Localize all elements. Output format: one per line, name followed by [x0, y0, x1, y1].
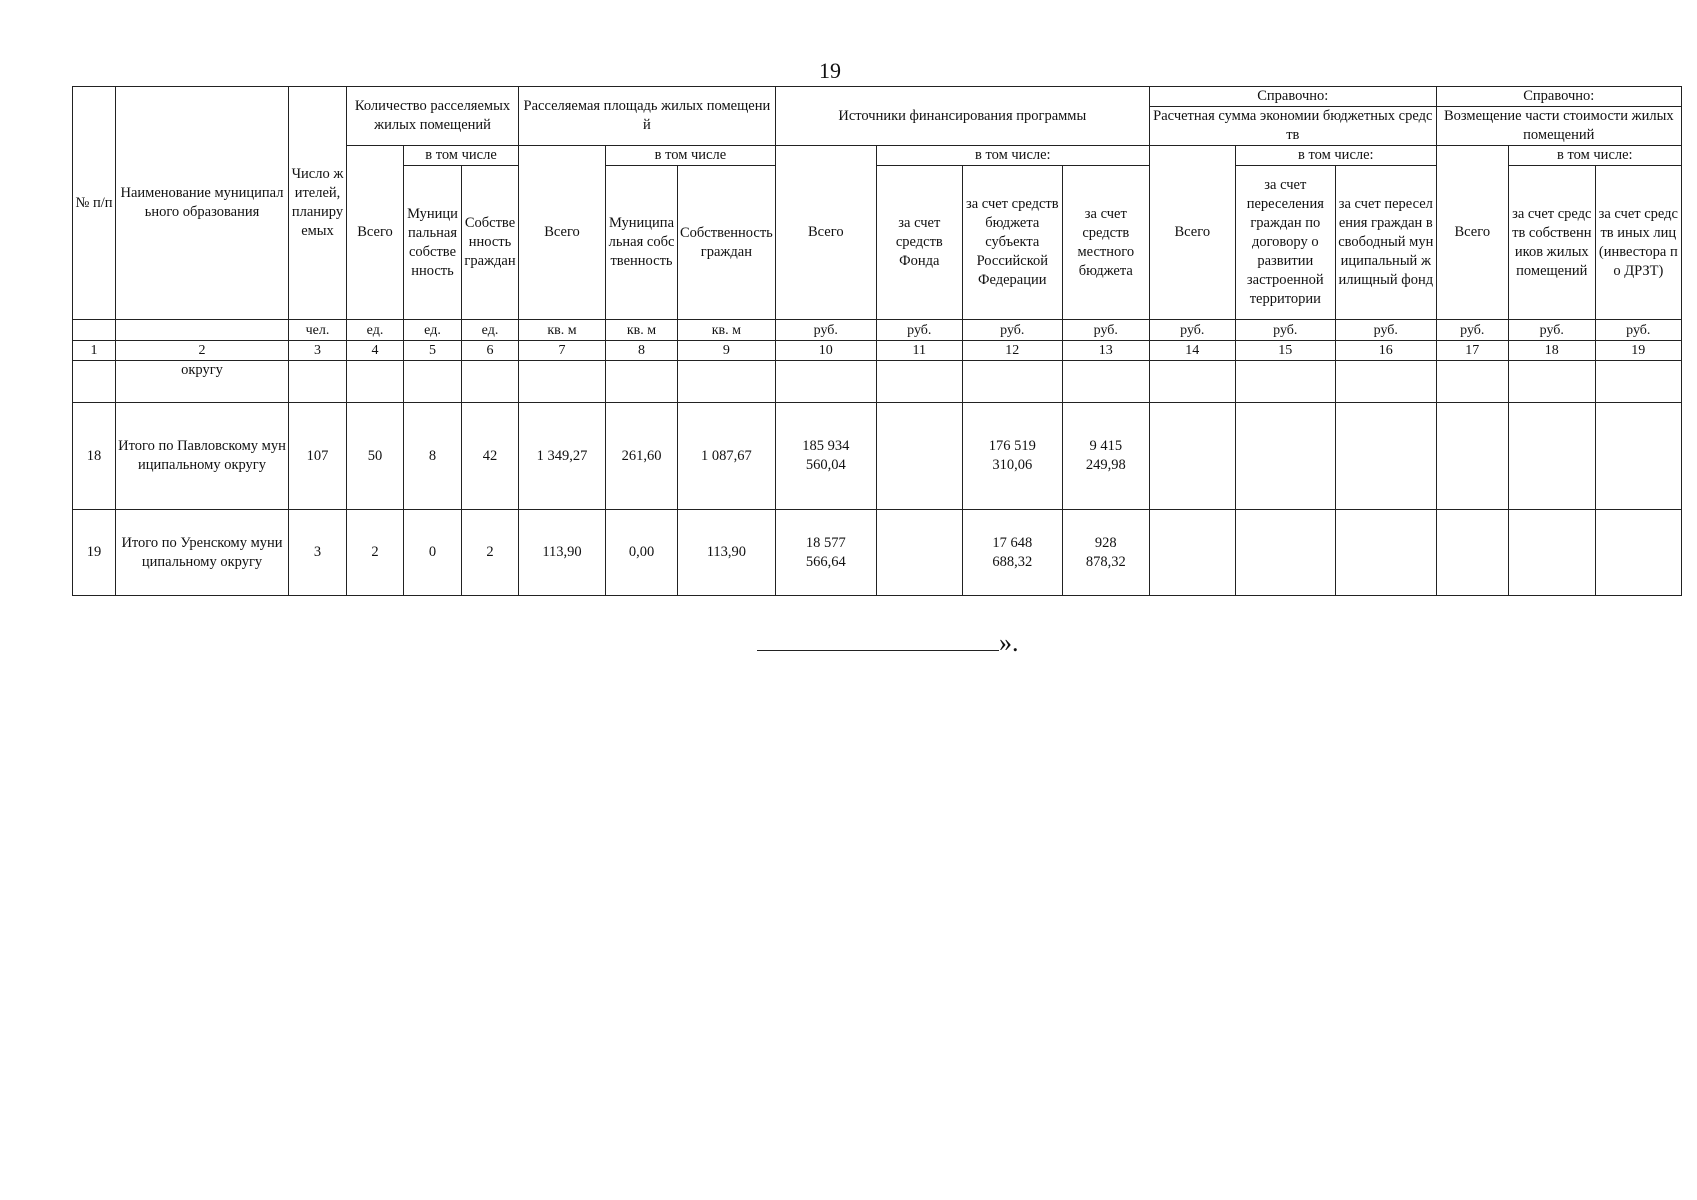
row-num: 19 [73, 510, 116, 596]
row-cell [1062, 361, 1149, 403]
row-cell [404, 361, 462, 403]
unit-cell [73, 320, 116, 341]
header-compensation-group: Возмещение части стоимости жилых помещений [1436, 107, 1681, 146]
header-residents: Число жителей, планируемых [289, 87, 347, 320]
unit-cell: руб. [1235, 320, 1335, 341]
header-fin-subject: за счет средств бюджета субъекта Российской Федерации [962, 166, 1062, 320]
row-cell [1235, 510, 1335, 596]
unit-cell: руб. [1436, 320, 1508, 341]
row-cell [1595, 510, 1681, 596]
column-number: 7 [519, 341, 606, 361]
row-cell: 928 878,32 [1062, 510, 1149, 596]
unit-cell: кв. м [606, 320, 678, 341]
row-cell: 42 [462, 403, 519, 510]
header-fin-total: Всего [775, 146, 876, 320]
column-number: 13 [1062, 341, 1149, 361]
column-number: 18 [1508, 341, 1595, 361]
row-cell: 18 577 566,64 [775, 510, 876, 596]
unit-cell: ед. [462, 320, 519, 341]
column-number: 11 [876, 341, 962, 361]
row-cell: 107 [289, 403, 347, 510]
row-cell: 113,90 [678, 510, 776, 596]
signature-underline [757, 628, 999, 651]
row-cell [775, 361, 876, 403]
header-count-private: Собственность граждан [462, 166, 519, 320]
header-area-total: Всего [519, 146, 606, 320]
column-number: 10 [775, 341, 876, 361]
header-area-private: Собственность граждан [678, 166, 776, 320]
unit-cell: руб. [1062, 320, 1149, 341]
column-number: 14 [1149, 341, 1235, 361]
row-cell [1235, 361, 1335, 403]
row-cell [962, 361, 1062, 403]
table-row [73, 403, 1682, 510]
header-finance-group: Источники финансирования программы [775, 87, 1149, 146]
row-cell [1436, 510, 1508, 596]
header-fin-fund: за счет средств Фонда [876, 166, 962, 320]
row-cell [1149, 510, 1235, 596]
column-number: 1 [73, 341, 116, 361]
row-cell [876, 510, 962, 596]
header-count-group: Количество расселяемых жилых помещений [347, 87, 519, 146]
header-reference-1: Справочно: [1149, 87, 1436, 107]
header-eco-total: Всего [1149, 146, 1235, 320]
unit-cell: руб. [1149, 320, 1235, 341]
column-number: 8 [606, 341, 678, 361]
closing-quote: ». [999, 628, 1019, 657]
column-number: 9 [678, 341, 776, 361]
unit-cell: чел. [289, 320, 347, 341]
row-cell [1149, 403, 1235, 510]
row-num [73, 361, 116, 403]
column-number: 19 [1595, 341, 1681, 361]
header-count-incl: в том числе [404, 146, 519, 166]
row-cell: 0,00 [606, 510, 678, 596]
unit-cell: ед. [404, 320, 462, 341]
column-number: 4 [347, 341, 404, 361]
header-economy-group: Расчетная сумма экономии бюджетных средств [1149, 107, 1436, 146]
row-cell [1508, 361, 1595, 403]
resettlement-table [72, 86, 1682, 596]
row-cell [289, 361, 347, 403]
unit-cell: ед. [347, 320, 404, 341]
row-cell: 8 [404, 403, 462, 510]
column-number: 6 [462, 341, 519, 361]
header-fin-local: за счет средств местного бюджета [1062, 166, 1149, 320]
row-cell: 9 415 249,98 [1062, 403, 1149, 510]
row-cell: 2 [347, 510, 404, 596]
row-cell [1436, 403, 1508, 510]
header-fin-incl: в том числе: [876, 146, 1149, 166]
row-cell [1508, 510, 1595, 596]
row-name: округу [116, 361, 289, 403]
row-cell [606, 361, 678, 403]
row-cell: 3 [289, 510, 347, 596]
header-reference-2: Справочно: [1436, 87, 1681, 107]
row-cell: 2 [462, 510, 519, 596]
column-numbers-row [73, 341, 1682, 361]
row-cell: 0 [404, 510, 462, 596]
unit-cell: руб. [962, 320, 1062, 341]
header-comp-owners: за счет средств собственников жилых помещений [1508, 166, 1595, 320]
row-cell: 113,90 [519, 510, 606, 596]
row-cell [1235, 403, 1335, 510]
row-cell: 176 519 310,06 [962, 403, 1062, 510]
header-comp-incl: в том числе: [1508, 146, 1681, 166]
column-number: 5 [404, 341, 462, 361]
unit-cell: руб. [1335, 320, 1436, 341]
header-name: Наименование муниципального образования [116, 87, 289, 320]
row-cell: 185 934 560,04 [775, 403, 876, 510]
row-cell [1335, 510, 1436, 596]
unit-cell: руб. [876, 320, 962, 341]
unit-cell [116, 320, 289, 341]
row-cell [519, 361, 606, 403]
header-comp-other: за счет средств иных лиц (инвестора по ДРЗТ) [1595, 166, 1681, 320]
column-number: 17 [1436, 341, 1508, 361]
units-row [73, 320, 1682, 341]
table-row [73, 361, 1682, 403]
header-eco-incl: в том числе: [1235, 146, 1436, 166]
row-cell [876, 403, 962, 510]
row-cell [1335, 403, 1436, 510]
unit-cell: руб. [1595, 320, 1681, 341]
row-cell: 1 349,27 [519, 403, 606, 510]
row-cell [347, 361, 404, 403]
header-area-incl: в том числе [606, 146, 776, 166]
column-number: 16 [1335, 341, 1436, 361]
header-eco-development: за счет переселения граждан по договору о развитии застроенной территории [1235, 166, 1335, 320]
header-num: № п/п [73, 87, 116, 320]
row-name: Итого по Уренскому муниципальному округу [116, 510, 289, 596]
row-cell: 17 648 688,32 [962, 510, 1062, 596]
row-cell [876, 361, 962, 403]
unit-cell: руб. [775, 320, 876, 341]
header-area-group: Расселяемая площадь жилых помещений [519, 87, 776, 146]
row-cell [462, 361, 519, 403]
row-name: Итого по Павловскому муниципальному округу [116, 403, 289, 510]
page-number: 19 [819, 58, 841, 83]
closing-signature-line [757, 628, 1019, 658]
header-count-total: Всего [347, 146, 404, 320]
row-cell [1508, 403, 1595, 510]
column-number: 3 [289, 341, 347, 361]
unit-cell: кв. м [519, 320, 606, 341]
header-count-municipal: Муниципальная собственность [404, 166, 462, 320]
header-eco-free-fund: за счет переселения граждан в свободный муниципальный жилищный фонд [1335, 166, 1436, 320]
column-number: 15 [1235, 341, 1335, 361]
header-area-municipal: Муниципальная собственность [606, 166, 678, 320]
unit-cell: руб. [1508, 320, 1595, 341]
row-cell: 1 087,67 [678, 403, 776, 510]
row-num: 18 [73, 403, 116, 510]
header-comp-total: Всего [1436, 146, 1508, 320]
row-cell: 50 [347, 403, 404, 510]
unit-cell: кв. м [678, 320, 776, 341]
row-cell [1335, 361, 1436, 403]
column-number: 2 [116, 341, 289, 361]
row-cell [1436, 361, 1508, 403]
row-cell: 261,60 [606, 403, 678, 510]
row-cell [1149, 361, 1235, 403]
row-cell [678, 361, 776, 403]
table-row [73, 510, 1682, 596]
row-cell [1595, 403, 1681, 510]
column-number: 12 [962, 341, 1062, 361]
row-cell [1595, 361, 1681, 403]
